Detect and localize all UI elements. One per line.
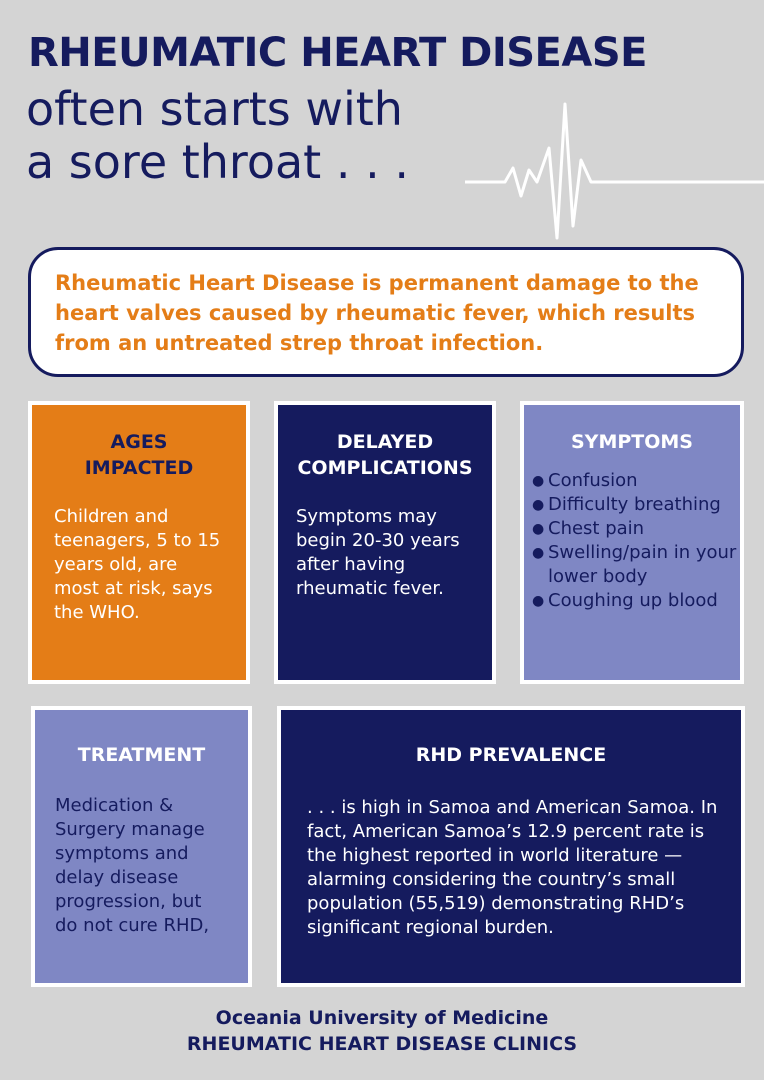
delayed-complications-title: DELAYED COMPLICATIONS <box>297 431 473 479</box>
symptom-text: Confusion <box>548 470 638 491</box>
footer-organization: Oceania University of Medicine <box>215 1007 549 1029</box>
symptom-item <box>532 589 740 613</box>
symptom-item <box>532 469 740 493</box>
page-title-line-3: a sore throat . . . <box>26 135 409 189</box>
rhd-prevalence-title: RHD PREVALENCE <box>415 744 607 766</box>
bullet-icon: ● <box>532 497 545 513</box>
bullet-icon: ● <box>532 521 545 537</box>
page-title-line-2: often starts with <box>26 82 403 136</box>
bullet-icon: ● <box>532 545 545 561</box>
symptom-item <box>532 541 740 589</box>
ages-impacted-title: AGES IMPACTED <box>84 431 194 479</box>
bullet-icon: ● <box>532 473 545 489</box>
treatment-title: TREATMENT <box>77 744 206 766</box>
page-title-line-1: RHEUMATIC HEART DISEASE <box>28 30 647 76</box>
treatment-card <box>31 706 252 987</box>
symptom-item <box>532 493 740 517</box>
definition-box <box>28 247 744 377</box>
symptom-text: Chest pain <box>548 518 645 539</box>
delayed-complications-text: Symptoms may begin 20-30 years after having rheumatic fever. <box>296 506 460 599</box>
symptom-item <box>532 517 740 541</box>
footer <box>0 1005 764 1057</box>
ages-impacted-card <box>28 401 250 684</box>
symptom-text: Difficulty breathing <box>548 494 721 515</box>
symptoms-list <box>524 469 740 613</box>
ages-impacted-text: Children and teenagers, 5 to 15 years old, are most at risk, says the WHO. <box>54 506 221 623</box>
rhd-prevalence-text: . . . is high in Samoa and American Samoa. In fact, American Samoa’s 12.9 percent rate is the highest reported in world literature — alarming considering the country’s small population (55,519) demonstrating RHD’s significant regional burden. <box>307 797 718 938</box>
delayed-complications-card <box>274 401 496 684</box>
symptoms-title: SYMPTOMS <box>571 431 693 453</box>
symptoms-card <box>520 401 744 684</box>
symptom-text: Coughing up blood <box>548 590 718 611</box>
heartbeat-line-icon <box>465 100 764 240</box>
footer-clinic-name: RHEUMATIC HEART DISEASE CLINICS <box>186 1033 578 1055</box>
rhd-prevalence-card <box>277 706 745 987</box>
symptom-text: Swelling/pain in your lower body <box>548 542 737 587</box>
bullet-icon: ● <box>532 593 545 609</box>
definition-text: Rheumatic Heart Disease is permanent damage to the heart valves caused by rheumatic fever, which results from an untreated strep throat infection. <box>55 271 699 355</box>
treatment-text: Medication & Surgery manage symptoms and delay disease progression, but do not cure RHD, <box>55 795 210 936</box>
